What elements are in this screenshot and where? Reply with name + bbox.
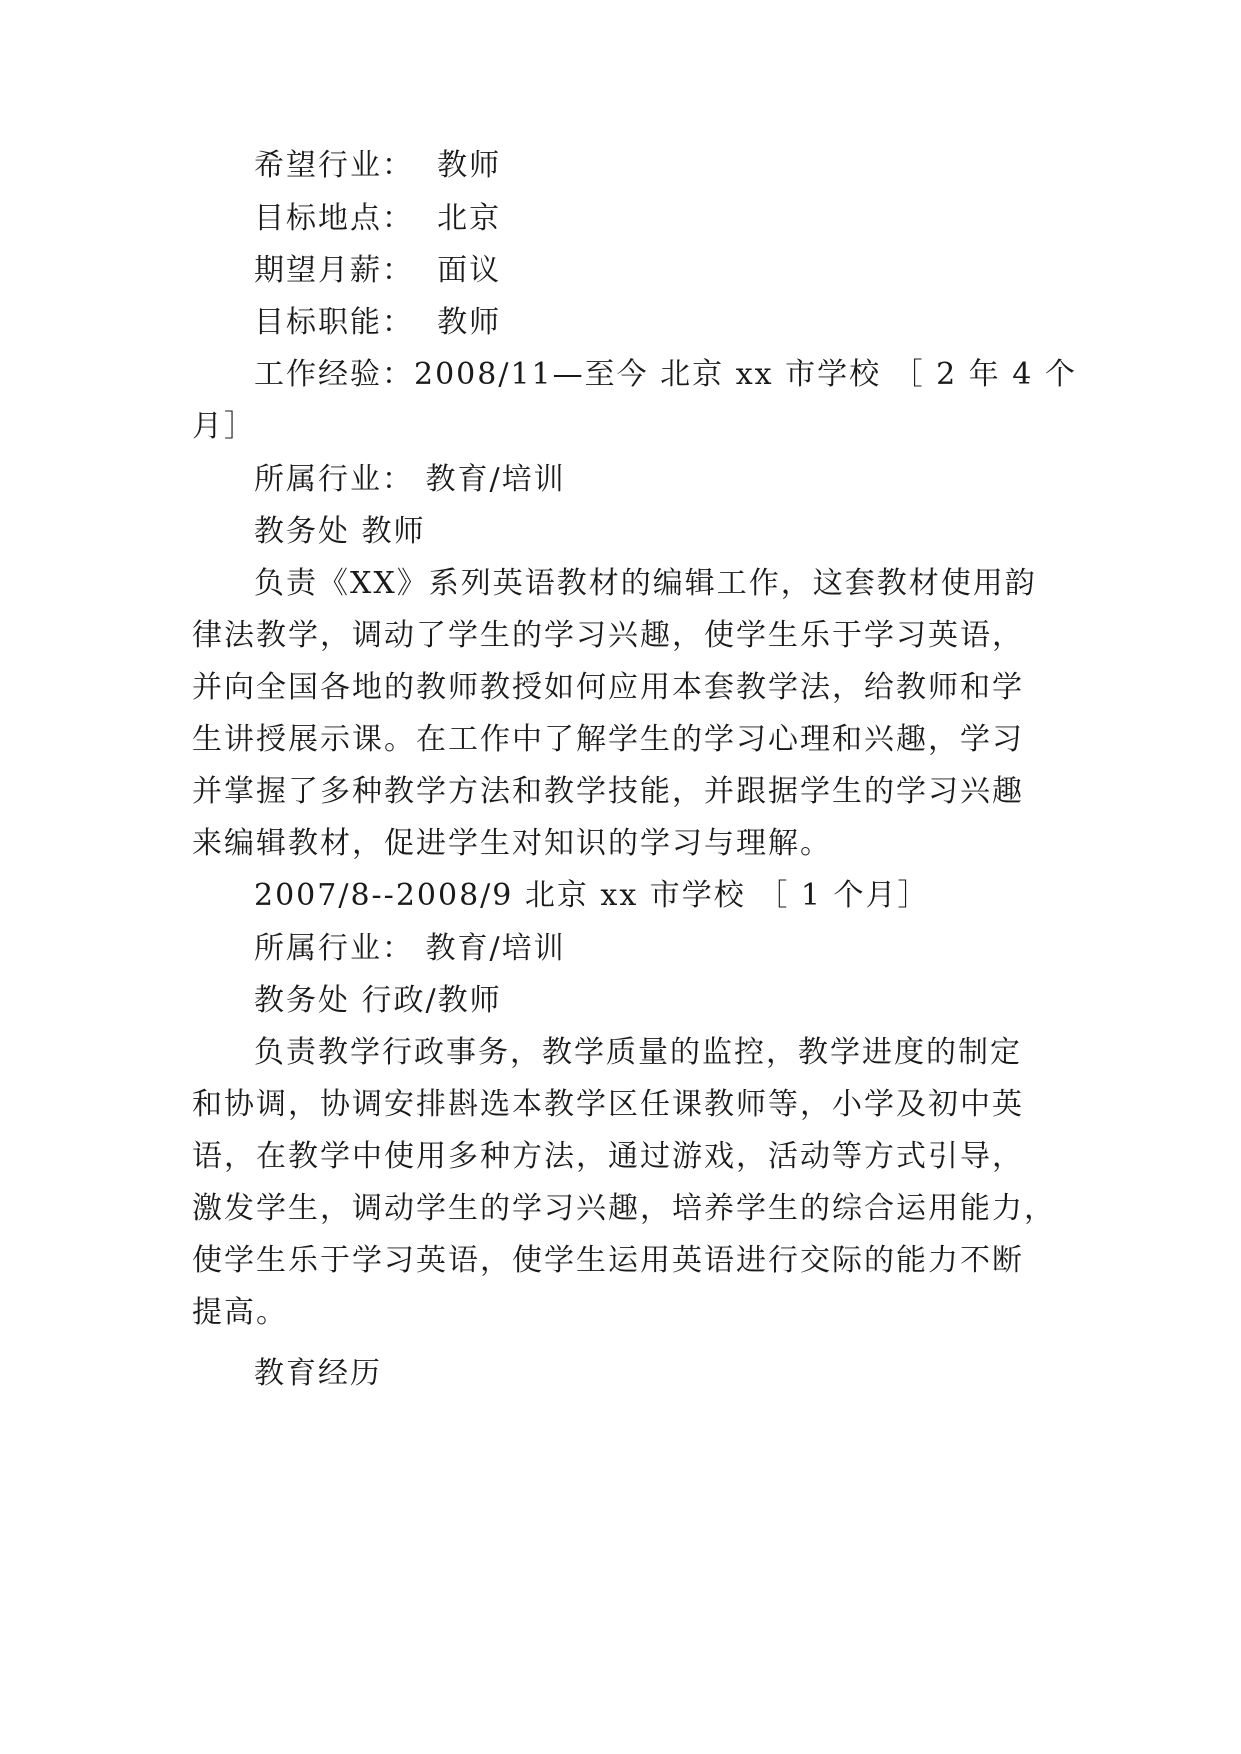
job1-desc-line: 并掌握了多种教学方法和教学技能，并跟据学生的学习兴趣 <box>192 774 1024 809</box>
job1-department: 教务处 教师 <box>254 514 426 549</box>
job2-industry: 所属行业： 教育/培训 <box>254 931 566 966</box>
work-experience-line-2: 月］ <box>192 409 256 444</box>
job1-industry: 所属行业： 教育/培训 <box>254 462 566 497</box>
job2-desc-line: 使学生乐于学习英语，使学生运用英语进行交际的能力不断 <box>192 1243 1024 1278</box>
job1-desc-line: 生讲授展示课。在工作中了解学生的学习心理和兴趣，学习 <box>192 722 1024 757</box>
work-experience-line-1: 工作经验：2008/11—至今 北京 xx 市学校 ［ 2 年 4 个 <box>254 357 1077 392</box>
desired-industry-row <box>254 146 1114 186</box>
job2-desc-line: 和协调，协调安排斟选本教学区任课教师等，小学及初中英 <box>192 1087 1024 1122</box>
job1-desc-line: 来编辑教材，促进学生对知识的学习与理解。 <box>192 826 832 861</box>
job1-desc-line: 律法教学，调动了学生的学习兴趣，使学生乐于学习英语， <box>192 618 1024 653</box>
education-heading: 教育经历 <box>254 1356 382 1391</box>
target-location-label: 目标地点： <box>254 201 414 236</box>
target-function-row <box>254 303 1114 343</box>
target-location-value: 北京 <box>437 201 502 236</box>
target-function-value: 教师 <box>437 305 502 340</box>
job2-desc-line: 激发学生，调动学生的学习兴趣，培养学生的综合运用能力， <box>192 1191 1056 1226</box>
job1-desc-line: 并向全国各地的教师教授如何应用本套教学法，给教师和学 <box>192 670 1024 705</box>
job2-desc-line: 语，在教学中使用多种方法，通过游戏，活动等方式引导， <box>192 1139 1024 1174</box>
target-function-label: 目标职能： <box>254 305 414 340</box>
job1-desc-line: 负责《XX》系列英语教材的编辑工作，这套教材使用韵 <box>254 566 1037 601</box>
expected-salary-row <box>254 251 1114 291</box>
job2-department: 教务处 行政/教师 <box>254 983 502 1018</box>
desired-industry-label: 希望行业： <box>254 148 414 183</box>
job2-desc-line: 提高。 <box>192 1295 288 1330</box>
expected-salary-label: 期望月薪： <box>254 253 414 288</box>
job2-desc-line: 负责教学行政事务，教学质量的监控，教学进度的制定 <box>254 1035 1022 1070</box>
target-location-row <box>254 199 1114 239</box>
desired-industry-value: 教师 <box>437 148 502 183</box>
job2-period: 2007/8--2008/9 北京 xx 市学校 ［ 1 个月］ <box>254 878 930 913</box>
expected-salary-value: 面议 <box>437 253 502 288</box>
